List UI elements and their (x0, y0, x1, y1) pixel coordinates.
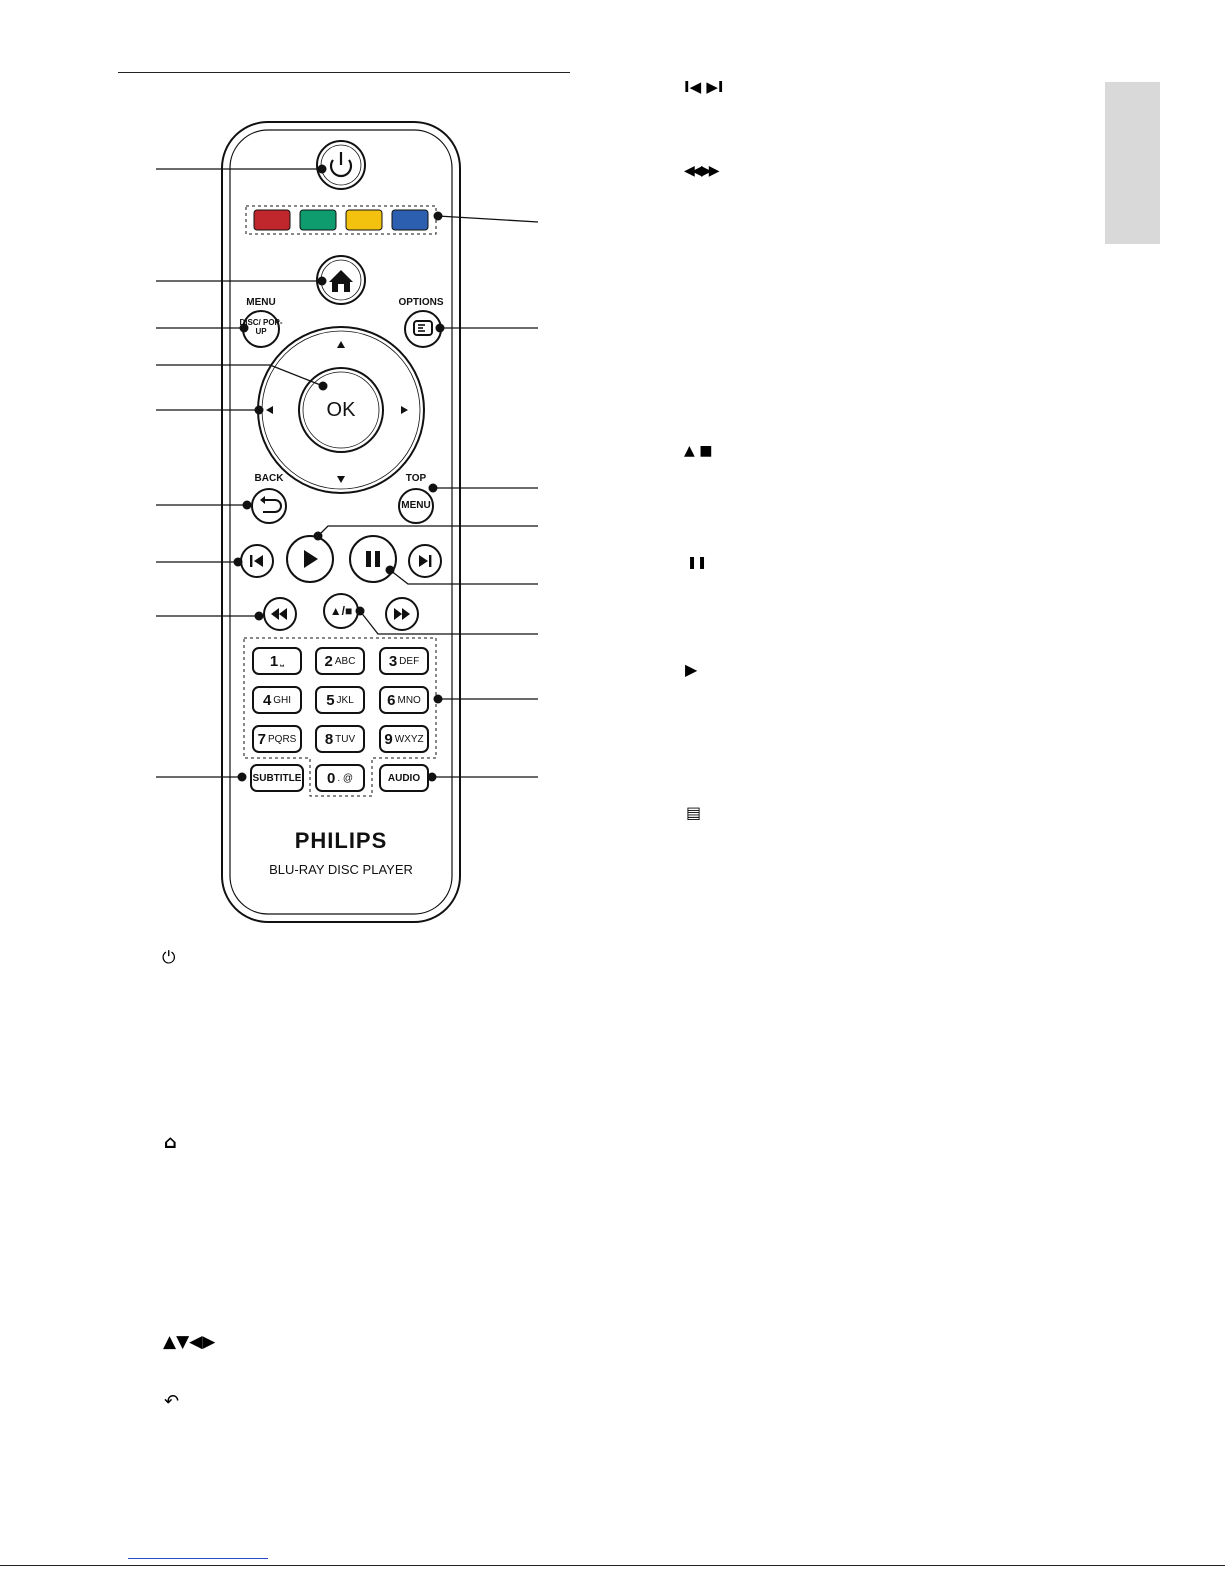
options-label: OPTIONS (398, 297, 444, 308)
eject-stop-icon: ▲ ■ (684, 443, 713, 459)
brand-logo: PHILIPS (294, 828, 388, 853)
key-3[interactable]: 3 DEF (379, 647, 429, 675)
key-5[interactable]: 5 JKL (315, 686, 365, 714)
key-0[interactable]: 0 . @ (315, 764, 365, 792)
key-8[interactable]: 8 TUV (315, 725, 365, 753)
key-1[interactable]: 1 ⎵ (252, 647, 302, 675)
rewind-forward-icon: ◀◀ ▶▶ (684, 163, 717, 179)
options-icon: ▤ (686, 803, 702, 822)
color-key-red (254, 210, 290, 230)
previous-next-icon: I◀ ▶I (684, 78, 724, 96)
play-icon: ▶ (685, 660, 698, 679)
power-icon: ⏻ (162, 948, 176, 968)
language-tab (1105, 82, 1160, 244)
eject-stop-label: ▲/■ (329, 604, 353, 618)
pause-icon: ❚❚ (687, 555, 708, 569)
footer-link-underline (128, 1558, 268, 1559)
top-menu-label: MENU (401, 500, 431, 511)
color-key-blue (392, 210, 428, 230)
disc-popup-label: DISC/ POP-UP (239, 318, 283, 336)
color-key-yellow (346, 210, 382, 230)
pause-button (350, 536, 396, 582)
footer-rule (0, 1565, 1225, 1566)
options-button (405, 311, 441, 347)
subtitle-button[interactable]: SUBTITLE (250, 764, 304, 792)
remote-body-outer (222, 122, 460, 922)
ok-label: OK (326, 399, 356, 421)
key-4[interactable]: 4 GHI (252, 686, 302, 714)
key-9[interactable]: 9 WXYZ (379, 725, 429, 753)
header-rule (118, 72, 570, 73)
key-6[interactable]: 6 MNO (379, 686, 429, 714)
back-icon: ↶ (164, 1391, 180, 1412)
navigation-arrows-icon: ▲▼◀▶ (163, 1332, 216, 1352)
top-label: TOP (405, 473, 427, 484)
menu-label: MENU (246, 297, 276, 308)
home-icon: ⌂ (164, 1132, 177, 1153)
remote-illustration (120, 110, 540, 930)
back-label: BACK (254, 473, 284, 484)
key-2[interactable]: 2 ABC (315, 647, 365, 675)
audio-button[interactable]: AUDIO (379, 764, 429, 792)
key-7[interactable]: 7 PQRS (252, 725, 302, 753)
color-key-green (300, 210, 336, 230)
model-name: BLU-RAY DISC PLAYER (269, 862, 413, 877)
